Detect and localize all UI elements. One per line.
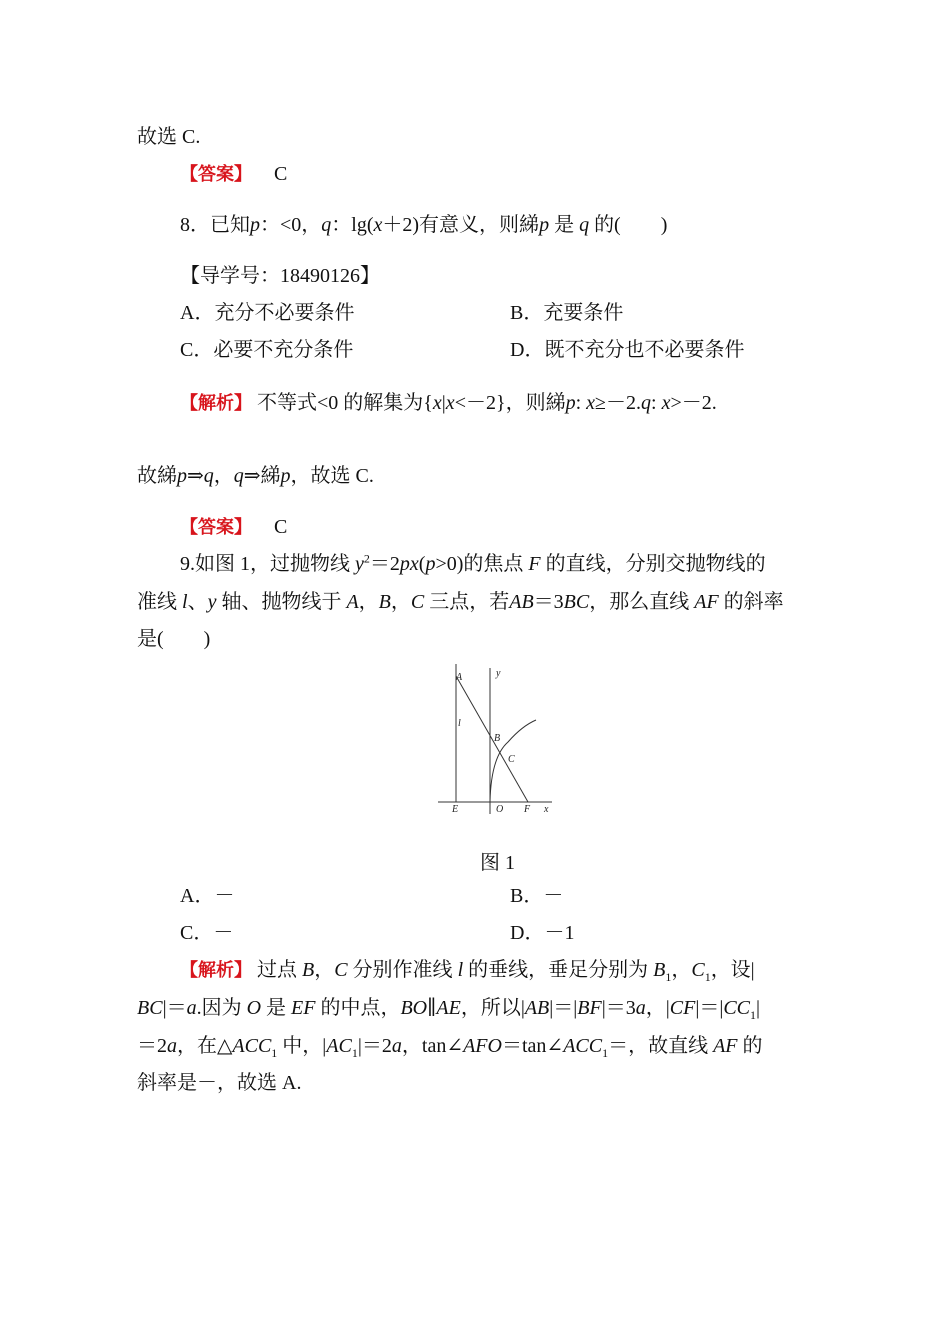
parabola-figure <box>438 662 558 822</box>
explanation-8: 【解析】 不等式<0 的解集为{x|x<－2}，则綈p: x≥－2.q: x>－2. <box>180 392 717 414</box>
option-c: C．－ <box>180 922 234 944</box>
figure-caption: 图 1 <box>480 852 515 874</box>
guide-number: 【导学号：18490126】 <box>180 265 380 287</box>
explanation-label: 【解析】 <box>180 960 252 981</box>
option-b: B．充要条件 <box>510 302 624 324</box>
explanation-9-line1: 【解析】 过点 B，C 分别作准线 l 的垂线，垂足分别为 $B_1$，$C_1$，设| <box>180 959 755 984</box>
label-C: C <box>508 754 515 765</box>
option-b: B．－ <box>510 885 564 907</box>
label-F: F <box>524 804 531 815</box>
option-a: A．充分不必要条件 <box>180 302 355 324</box>
option-row-8b <box>180 337 353 363</box>
question-9-line3: 是( ) <box>137 628 211 650</box>
option-d: D．既不充分也不必要条件 <box>510 339 745 361</box>
focal-line <box>456 676 528 802</box>
answer-label: 【答案】 <box>180 517 252 538</box>
answer-line-7: 故选 C. <box>137 126 201 148</box>
label-B: B <box>494 733 501 744</box>
explanation-label: 【解析】 <box>180 393 252 414</box>
explanation-8-cont: 故綈p⇒q，q⇒綈p，故选 C. <box>137 465 374 487</box>
label-O: O <box>496 804 504 815</box>
label-x: x <box>544 804 549 815</box>
option-c: C．必要不充分条件 <box>180 339 354 361</box>
answer-8: 【答案】 C <box>180 516 288 538</box>
label-l: l <box>458 718 461 729</box>
question-9-line1: 9.如图 1，过抛物线 $y^2=2px(p>0)$的焦点 F 的直线，分别交抛物线的 <box>180 551 766 575</box>
option-d: D．－1 <box>510 922 575 944</box>
option-a: A．－ <box>180 885 235 907</box>
answer-label: 【答案】 <box>180 164 252 185</box>
explanation-9-line4: 斜率是－，故选 A. <box>137 1072 302 1094</box>
answer-7: 【答案】 C <box>180 163 288 185</box>
option-row-9a <box>180 883 234 909</box>
option-row-9b <box>180 920 233 946</box>
label-y: y <box>496 668 501 679</box>
option-row-8a <box>180 300 354 326</box>
label-A: A <box>456 672 463 683</box>
question-8: 8．已知p：<0，q：lg(x＋2)有意义，则綈p 是 q 的( ) <box>180 214 668 236</box>
explanation-9-line2: BC|＝a.因为 O 是 EF 的中点，BO∥AE，所以|AB|＝|BF|＝3a，$|CF|=|CC_1|$ <box>137 997 761 1022</box>
question-9-line2: 准线 l、y 轴、抛物线于 A，B，C 三点，若AB＝3BC，那么直线 AF 的斜率 <box>137 591 784 613</box>
label-E: E <box>452 804 459 815</box>
explanation-9-line3: ＝2a，在$\triangle ACC_1$ 中，$|AC_1|=2a$，$\tan\angle AFO=\tan\angle ACC_1=$，故直线 AF 的 <box>137 1035 763 1060</box>
